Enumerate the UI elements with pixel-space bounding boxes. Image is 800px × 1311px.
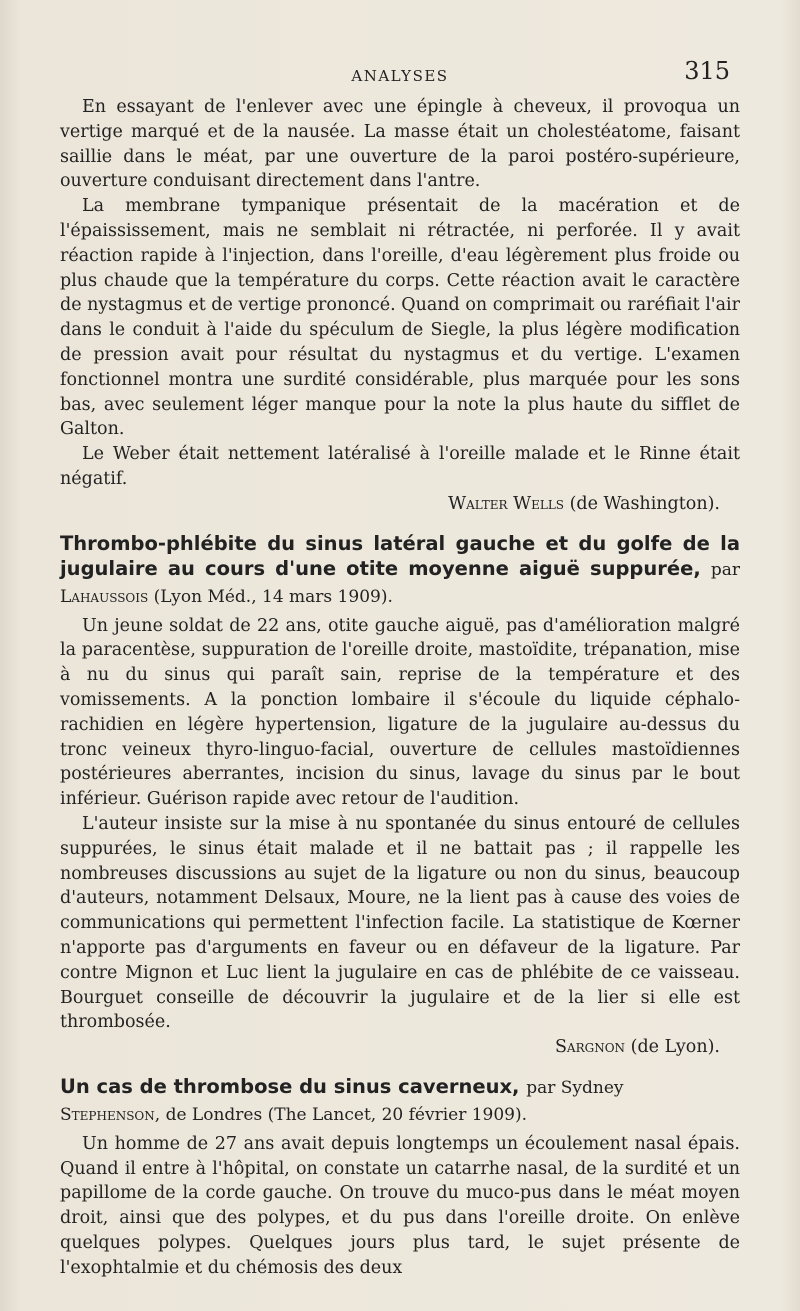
article-source: , de Londres (The Lancet, 20 février 1909).	[154, 1104, 528, 1125]
running-head	[60, 55, 740, 95]
article-author: Lahaussois	[60, 586, 149, 607]
article-3	[60, 1074, 740, 1281]
paragraph: L'auteur insiste sur la mise à nu spontanée du sinus entouré de cellules suppurées, le sinus était malade et il ne battait pas ; il rappelle les nombreuses discussions au sujet de la ligature ou non du sinus, beaucoup d'auteurs, notamment Delsaux, Moure, ne la lient pas à cause des voies de communications qui permettent l'infection facile. La statistique de Kœrner n'apporte pas d'arguments en faveur ou en défaveur de la ligature. Par contre Mignon et Luc lient la jugulaire en cas de phlébite de ce vaisseau. Bourguet conseille de découvrir la jugulaire et de la lier si elle est thrombosée.	[60, 813, 740, 1033]
paragraph: Le Weber était nettement latéralisé à l'oreille malade et le Rinne était négatif.	[60, 444, 740, 489]
paragraph: En essayant de l'enlever avec une épingle à cheveux, il provoqua un vertige marqué et de la nausée. La masse était un cholestéatome, faisant saillie dans le méat, par une ouverture de la paroi postéro-supérieure, ouverture conduisant directement dans l'antre.	[60, 97, 740, 192]
paragraph: La membrane tympanique présentait de la macération et de l'épaississement, mais ne semblait ni rétractée, ni perforée. Il y avait réaction rapide à l'injection, dans l'oreille, d'eau légèrement plus froide ou plus chaude que la température du corps. Cette réaction avait le caractère de nystagmus et de vertige prononcé. Quand on comprimait ou raréfiait l'air dans le conduit à l'aide du spéculum de Siegle, la plus légère modification de pression avait pour résultat du nystagmus et du vertige. L'examen fonctionnel montra une surdité considérable, plus marquée pour les sons bas, avec seulement léger manque pour la note la plus haute du sifflet de Galton.	[60, 196, 740, 440]
signature-name: Walter Wells	[448, 493, 565, 514]
signature-name: Sargnon	[554, 1037, 626, 1058]
article-heading	[60, 1074, 740, 1128]
paragraph: Un homme de 27 ans avait depuis longtemps un écoulement nasal épais. Quand il entre à l'hôpital, on constate un catarrhe nasal, de la surdité et un papillome de la corde gauche. On trouve du muco-pus dans le méat moyen droit, ainsi que des polypes, et du pus dans l'oreille droite. On enlève quelques polypes. Quelques jours plus tard, le sujet présente de l'exophtalmie et du chémosis des deux	[60, 1133, 740, 1278]
signature-place: (de Washington).	[569, 493, 720, 514]
article-2	[60, 531, 740, 1060]
page-number: 315	[684, 57, 730, 85]
article-source: (Lyon Méd., 14 mars 1909).	[153, 586, 393, 607]
article-title: Un cas de thrombose du sinus caverneux,	[60, 1074, 520, 1098]
article-title: Thrombo-phlébite du sinus latéral gauche et du golfe de la jugulaire au cours d'une otite moyenne aiguë suppurée,	[60, 531, 740, 580]
article-heading	[60, 531, 740, 610]
article-1	[60, 95, 740, 517]
article-signature	[60, 492, 740, 517]
article-byline: par Sydney Stephenson, de Londres (The Lancet, 20 février 1909).	[60, 1077, 624, 1125]
signature-place: (de Lyon).	[630, 1037, 720, 1058]
article-author: Stephenson	[60, 1104, 155, 1125]
article-byline: par Lahaussois (Lyon Méd., 14 mars 1909).	[60, 559, 740, 607]
paragraph: Un jeune soldat de 22 ans, otite gauche aiguë, pas d'amélioration malgré la paracentèse, suppuration de l'oreille droite, mastoïdite, trépanation, mise à nu du sinus qui paraît sain, reprise de la température et des vomissements. A la ponction lombaire il s'écoule du liquide céphalo-rachidien en légère hypertension, ligature de la jugulaire au-dessus du tronc veineux thyro-linguo-facial, ouverture de cellules mastoïdiennes postérieures aberrantes, incision du sinus, lavage du sinus par le bout inférieur. Guérison rapide avec retour de l'audition.	[60, 615, 740, 810]
article-signature	[60, 1035, 740, 1060]
running-title: ANALYSES	[351, 67, 449, 85]
